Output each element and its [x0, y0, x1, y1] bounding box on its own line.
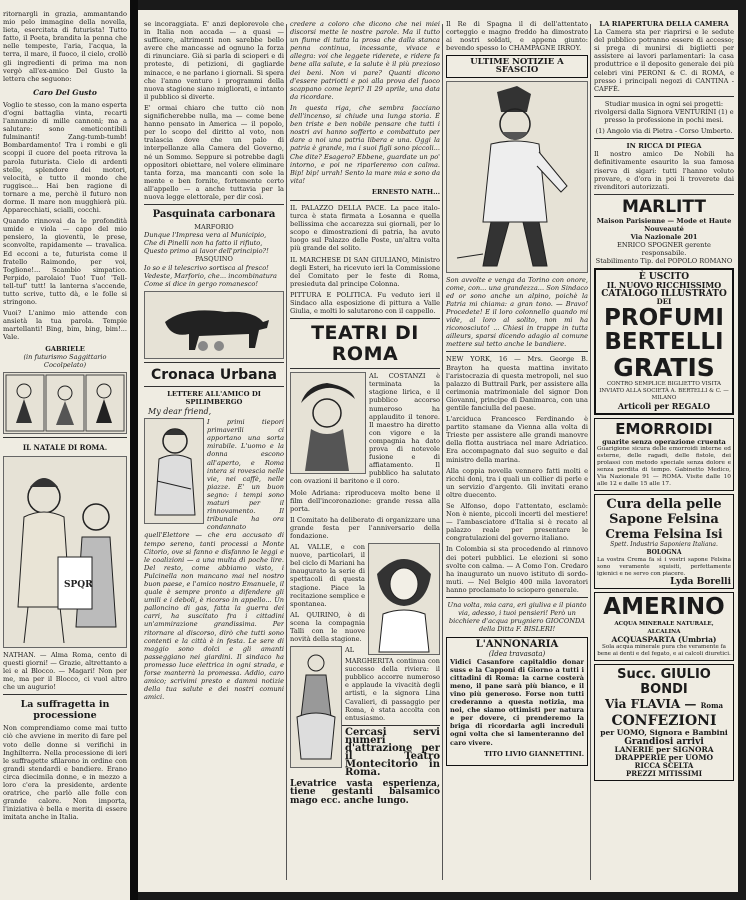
bertelli-gratis: GRATIS: [613, 352, 715, 382]
dancer-illustration: [290, 646, 342, 768]
emorroidi-title: EMORROIDI: [615, 419, 713, 438]
she-wolf-illustration: [144, 291, 284, 359]
theater-review: AL MARGHERITA continua con successo della riviera: il pubblico accorre numeroso e applaude la vivacità degli artisti, e la signora Lina Cavalieri, di passaggio per Roma, è stata accolta con entusiasmo.: [345, 646, 440, 722]
left-page-column: [3, 10, 127, 892]
column-3: [446, 20, 588, 884]
bertelli-profumi: PROFUMI: [604, 304, 724, 331]
poem-line: Come si dice in gergo romanesco!: [144, 279, 259, 288]
bondi-line: Via FLAVIA: [604, 697, 681, 712]
sapone-line: BOLOGNA: [646, 549, 682, 556]
article-text: ritornargli in grazia, ammantando mio pelo immagine della novella, lieta, esercitata di futurista! Tutto fatto, il Poeta, brandita la penna che nelle tempeste, l'aria, l'acqua, la terra, il mare, il fuoco, il cielo, crollò gli ingredienti di prima ma non vergò all'ex-amico Del Gusto la lettera che seguono:: [3, 10, 127, 83]
mayor-alpine-soldier-cartoon: [446, 81, 588, 273]
ad-text: Il nostro amico De Nobili ha definitivamente esaurito la sua famosa riserva di sigari: tutti l'hanno voluto provare, e d'ora in poi li troverete dai rivenditori autorizzati.: [594, 150, 734, 191]
left-page: [0, 0, 130, 900]
amerino-subtitle: ACQUA MINERALE NATURALE, ALCALINA: [614, 621, 714, 636]
poem-line: Questo primo ai lavor dell'principio?!: [144, 247, 269, 256]
emorroidi-subtitle: guarite senza operazione cruenta: [602, 437, 726, 446]
ad-text: (1) Angolo via di Pietra - Corso Umberto.: [595, 127, 733, 136]
column-4-advertisements: [594, 20, 734, 884]
news-item: IL MARCHESE DI SAN GIULIANO, Ministro degli Esteri, ha ricevuto ieri la Commissione del Comitato per le feste di Roma, presieduta dal principe Colonna.: [290, 255, 440, 288]
amerino-text: Sola acqua minerale pura che veramente fa bene ai denti e del fegato, e ai calcoli diuretici.: [597, 644, 731, 658]
champagne-advertisement: Il Re di Spagna il di dell'attentato corteggio e magno freddo ha dimostrato ai nostri soldati, e appena giunto: bevendo spesso lo CHAMPAGNE IRROY.: [446, 20, 588, 53]
bondi-line: Succ. GIULIO BONDI: [617, 667, 711, 698]
bertelli-catalog-ad: [594, 268, 734, 414]
news-item: IL PALAZZO DELLA PACE. La pace italo-turca è stata firmata a Losanna e quella bellissima che accarezza sui giornali, per lo scopo e dimostrazioni di patria, ha avuto luogo sul Palazzo delle Poste, un'altra volta più grande del solito.: [290, 203, 440, 253]
sapone-felsina-ad: [594, 494, 734, 589]
emorroidi-ad: [594, 418, 734, 491]
article-text: In questa riga, che sembra facciano dell'incenso, si chiude una lunga storia. È ben triste e ben nobile pensare che tutti i nostri avi hanno sofferto e combattuto per dare a noi una patria libera e una. Oggi la patria è grande, ma i suoi figli sono piccoli... Che dite? Esagero? Ebbene, guardate un po' intorno, e poi ne riparleremo con calma. Bip! bip! urrah! Sento la mare mia e sono da vita!: [290, 103, 440, 185]
annonaria-title: L'ANNONARIA: [475, 639, 559, 651]
poem-speaker: PASQUINO: [195, 255, 233, 264]
annonaria-signature: TITO LIVIO GIANNETTINI.: [484, 749, 584, 758]
bondi-line: RICCA SCELTA: [634, 760, 694, 770]
news-item: NEW YORK, 16 — Mrs. George B. Brayton ha questa mattina invitato l'aristocrazia di questa metropoli, nel suo palazzo di Buttrail Park, per assistere alla cerimonia matrimoniale del signor Don Giovanni, principe di Danimarca, con una gentile fanciulla del paese.: [446, 355, 588, 412]
illustration-caption: NATHAN. — Alma Roma, cento di questi giorni! — Grazie, altrettanto a lei e al Blocco. — Magari! Non per me, ma per il Blocco, ci vuol altro che un augurio!: [3, 650, 127, 692]
cartoon-caption: Son avvolte e venga da Torino con onore, come, con... una grandezza... Son Sindaco ed or sono anche un alpino, poichè la Patria mi chiama: a gran tono. — Bravo! Procedete! E il loro colonnello quando mi vide, al loro al solito, non mi ha riconosciuto! ... Chiesi in trappe in tutta ailleurs, sparsi dicendo adagio al comune mettere sul tetto anche le bandiere.: [446, 275, 588, 349]
marlitt-subtitle: Maison Parisienne — Mode et Haute Nouveauté: [596, 216, 732, 233]
news-item: In Colombia si sta procedendo al rinnovo dei poteri pubblici. Le elezioni si sono svolte con calma. — A Como l'on. Credaro ha inaugurato un nuovo istituto di sordo-muti. — Nel Belgio 400 mila lavoratori hanno proclamato lo sciopero generale.: [446, 545, 588, 594]
theater-review: Mole Adriana: riproduceva molto bene il film dell'incoronazione: grande ressa alla porta.: [290, 488, 440, 513]
sapone-line: Cura della pelle: [606, 496, 722, 512]
letter-salutation: My dear friend,: [148, 407, 212, 416]
section-title: Cronaca Urbana: [151, 366, 277, 383]
article-text: E' ormai chiaro che tutto ciò non significherebbe nulla, ma — come bene hanno pensato in America — il popolo, per lo scopo del diritto al voto, non tralascia dove che un palo di interpellanze alla Camera del Governo, né un Sommo. Seppure si potrebbe dagli oppositori obiettare, nel volere eliminare tanta forza, ma mancanti con sole la mente e ben fornite, fortemente certo all'appello — a anche tuttavia per la nuova legge elettorale, per dir così.: [144, 103, 284, 201]
svg-text:SPQR: SPQR: [64, 579, 93, 590]
poem-speaker: MARFORIO: [194, 223, 234, 232]
section-heading: IL NATALE DI ROMA.: [22, 442, 108, 452]
article-headline: La suffragetta in processione: [20, 699, 110, 722]
classified-ad-levatrice: Levatrice vasta esperienza, tiene gestanti balsamico mago ecc. anche lungo.: [290, 779, 440, 806]
sapone-line: Spett. Industria Saponiera Italiana.: [610, 540, 718, 548]
news-item: L'arciduca Francesco Ferdinando è partito stamane da Vienna alla volta di Trieste per assistere alle grandi manovre della flotta austriaca nel mare Adriatico. Era accompagnato dal suo seguito e dal ministro della marina.: [446, 415, 588, 464]
theater-review: AL VALLE, e con nuove, particolari, il bel ciclo di Mariani ha inaugurato la serie di spettacoli di questa stagione. Piace la recitazione semplice e spontanea.: [290, 543, 365, 608]
bondi-line: PREZZI MITISSIMI: [625, 768, 703, 778]
bisleri-advertisement: Una volta, mia cara, eri giuliva e il pianto via, adesso, i tuoi pensieri! Però un bicchiere d'acqua prugniero GIOCONDA della Ditta F. BISLERI!: [447, 601, 587, 634]
ultime-notizie-box: [446, 55, 588, 77]
column-2: [290, 20, 440, 884]
ultime-notizie-title: ULTIME NOTIZIE A SFASCIO: [470, 57, 564, 76]
bondi-line: CONFEZIONI: [611, 713, 717, 730]
teatri-title: TEATRI DI ROMA: [311, 322, 419, 366]
article-text: Quando rinnovai da le profondità umide e viola — capo del mio pensiero, la gioventù, le prese, sconvolte, rapidamente — travalica. Ed ecconi a te, futurista come il fratello Raimondo, per voi, Toglione!... Scambio simpatico. Perpido, parolaio! Tuo! Tuo! 'Tell-tell-tuf' tutt! la lanterna s'accende, tutto scrive, tutto dà, e le folle si stringono.: [3, 217, 127, 307]
bertelli-line: CATALOGO ILLUSTRATO: [601, 288, 727, 299]
signature: GABRIELE: [45, 344, 85, 353]
sapone-line: La vostra Crema fa sì i vostri sapone Felsina sono veramente squisiti, perfettamente igienici e ne servo con piacere.: [597, 557, 731, 578]
signature-note: (in futurismo Saggittario Cocolpelato): [23, 352, 107, 369]
sapone-line: Sapone Felsina: [609, 511, 719, 527]
ad-text: La Camera sta per riaprirsi e le sedute del pubblico potranno essere di accesso; si prega di munirsi di biglietti per assistere ai lavori parlamentari: la casa produttrice e il deposito generale dei più celebri vini PERONI & C. di ROMA, e presso i principali negozi di CANTINA - CAFFÈ.: [594, 28, 734, 93]
ad-text: Studiar musica in ogni sei progetti: rivolgersi dalla Signora VENTURINI (1) e presso la professione in pochi mesi.: [594, 99, 734, 125]
letter-heading: LETTERE ALL'AMICO DI SPILIMBERGO: [167, 389, 261, 406]
poem-title: Pasquinata carbonara: [152, 209, 276, 221]
letter-text: I primi tiepori primaverili ci apportano una sorta mirabile. L'uomo e la donna escono all'aperto, e Roma intera si rovescia nelle vie, nei caffè, nelle piazze. E' un buon segno: i tempi sono maturi per il rinnovamento. Il tribunale ha ora condannato quell'Elettore — che era accusato di tempo sereno, tanti processi a Monte Citorio, ove si fanno e disfanno le leggi e le coalizioni — a una multa di poche lire. Del resto, come abbiamo visto, i Pulcinella non mancano mai nel nostro buon paese, e l'amico nostro Emanuele, il quale è sempre pronto a difendere gli umili e i deboli, è ricorso in appello... Un palloncino di gas, fatta la guerra dei carri, ha suscitato fra i cittadini un'ammirazione grandissima. Per ritornare al discorso, dirò che tutti sono contenti e la città è in festa. Le sere di maggio sono dolci e gli amanti passeggiano nei giardini. Il sindaco ha promesso luce elettrica in ogni strada, e forse manterrà la promessa. Addio, caro amico; scrivimi presto e dammi notizie della tua salute e dei nostri comuni amici.: [144, 418, 284, 702]
poem-line: Vedeste, Marforio, che... incombinatura: [144, 271, 277, 280]
article-text: Voglio te stesso, con la mano esperta d'ogni battaglia vinta, recarti l'annunzio di mille cannoni; ma a salutare: sono emeticontibili fulminanti! Zang-tumb-tumb! Bombardamento! Tra i rombi e gli scoppi il cuore del poeta ritrova la parola futurista. Cielo di ardenti stelle, splendore dei motori, velocità, e tutto il mondo che ruggisce... Hai ben ragione di tornare a me, perchè il futuro non dorme. Il mare non mugghierà più. Apparecchiati, scialli, cocchi.: [3, 100, 127, 215]
theater-review: AL COSTANZI è terminata la stagione lirica, e il pubblico accorso numeroso ha applaudito il tenore. Il maestro ha diretto con vigore e la compagnia ha dato prova di notevole fusione e di affiatamento. Il pubblico ha salutato con ovazioni il baritono e il coro.: [290, 372, 440, 486]
poem-line: Che di Pinelli non ha fatto il rifiuto,: [144, 239, 263, 248]
news-item: Se Alfonso, dopo l'attentato, esclamò: Non è niente, piccoli incerti del mestiere! — l'ambasciatore d'Italia si è recato al palazzo reale per presentare le congratulazioni del governo italiano.: [446, 502, 588, 543]
bertelli-line: Articoli per REGALO: [617, 400, 711, 411]
sapone-signature: Lyda Borelli: [670, 577, 731, 588]
marlitt-title: MARLITT: [622, 196, 706, 217]
signature: ERNESTO NATH...: [371, 187, 440, 196]
bertelli-line: DEI: [656, 296, 672, 306]
sapone-line: Crema Felsina Isi: [605, 526, 723, 541]
bondi-line: Roma: [700, 701, 724, 711]
writer-portrait-illustration: [144, 418, 204, 524]
ad-title: IN RICCA DI PIEGA: [626, 142, 702, 151]
bondi-line: Grandiosi arrivi: [624, 736, 704, 747]
poem-line: Io so e il telescrivo sortisca al fresco!: [144, 263, 269, 272]
poem-line: Dunque l'Impresa vera al Municipio,: [144, 231, 267, 240]
amerino-title: AMERINO: [603, 594, 725, 621]
annonaria-box: [446, 637, 588, 765]
bertelli-brand: BERTELLI: [604, 328, 724, 355]
amerino-subtitle: ACQUASPARTA (Umbria): [611, 635, 717, 645]
article-text: credere a coloro che dicono che nei miei discorsi mette le nostre parole. Ma il tutto un fiume di tutta la prosa che dalla stanca penna continua, incessante, vivace e allegra: voi che leggete riderete, e ridere fa bene alla salute, e la salute è il più prezioso dei beni. Non vi pare? Quanti dicono d'essere patriotti e poi alla prova del fuoco scappano come lepri? Il 29 aprile, una data da ricordare.: [290, 20, 440, 101]
bondi-line: DRAPPERIE per UOMO: [614, 752, 714, 762]
classified-ad-cercasi: Cercasi servi numeri d'attrazione per il Teatro Montecitorio in Roma.: [345, 726, 440, 779]
bertelli-line: È USCITO: [638, 272, 690, 283]
news-item: PITTURA E POLITICA. Fu veduto ieri il Sindaco alla esposizione di pittura a Valle Giulia, e molti lo salutarono con il cappello.: [290, 290, 440, 316]
theater-review: Il Comitato ha deliberato di organizzare una grande festa per l'anniversario della fondazione.: [290, 515, 440, 540]
natale-di-roma-illustration: [3, 456, 127, 648]
article-text: se incoraggiata. E' anzi deplorevole che in Italia non accada — a quasi — sufficere, altrimenti non sarebbe bello avere che mancasse ad ognuno la forza di rinunciare. Già si parla di scioperi e di proteste, di petizioni, di gagliarde minacce, e ne parlano i giornali. Si spera che l'anno venturo i programmi della nuova stagione siano migliorati, e intanto il pubblico si diverte.: [144, 20, 284, 101]
bertelli-line: IL NUOVO RICCHISSIMO: [606, 280, 722, 291]
newspaper-page: [138, 10, 738, 892]
amerino-ad: [594, 592, 734, 661]
actor-caricature: [290, 372, 366, 474]
book-gutter: [130, 0, 138, 900]
annonaria-text: Vidici Casanfore capitaldio donar suss e la Capponi di Giorno a tutti i cittadini di Roma: la carne costerà meno, il pane sarà più bianco, e il vino più generoso. Forse non tutti crederanno a questa notizia, ma noi, che siamo ottimisti per natura e per dovere, ci prenderemo la briga di ricordarla agli increduli ogni volta che si lamenteranno del caro vivere.: [450, 657, 584, 747]
emorroidi-text: Guarigione sicura delle emorroidi interne ed esterne, delle ragadi, delle fistole, dei prolassi con metodo speciale senza dolore e senza perdita di tempo. Gabinetto Medico, Via Nazionale 91 — ROMA. Visite dalle 10 alle 12 e dalle 15 alle 17.: [597, 445, 731, 487]
masthead-line: Stabilimento Tip. del POPOLO ROMANO: [595, 257, 733, 266]
marlitt-address: Via Nazionale 201: [630, 232, 698, 241]
actress-caricature: [368, 543, 440, 655]
article-text: Non comprendiamo come mai tutto ciò che avviene in merito di fare pel voto delle donne si verifichi in Inghilterra. Nella processione di ieri le suffragette sfilarono in ordine con grandi stendardi e bandiere. Erano circa diecimila donne, e in mezzo a loro c'era la presidente, ardente oratrice, che parlò alle folle con grande calore. Non importa, l'iniziativa è bella e merita di essere imitata anche in Italia.: [3, 724, 127, 822]
article-text: Vuoi? L'animo mio attende con ansietà la tua parola. Tempie martellanti! Bing, bim, bing, bim!... Vale.: [3, 309, 127, 342]
bertelli-line: CONTRO SEMPLICE BIGLIETTO VISITA INVIATO ALLA SOCIETÀ A. BERTELLI & C. — MILANO: [599, 380, 729, 401]
comic-strip-illustration: [3, 372, 127, 434]
masthead-line: ENRICO SPOGNER gerente responsabile.: [617, 241, 711, 258]
bondi-line: per UOMO, Signora e Bambini: [600, 728, 728, 738]
bondi-line: LANERIE per SIGNORA: [614, 744, 714, 754]
article-heading: Caro Del Gusto: [33, 87, 97, 97]
news-item: Alla coppia novella vennero fatti molti e ricchi doni, tra i quali un collier di perle e un servizio d'argento. Gli invitati erano oltre duecento.: [446, 466, 588, 499]
annonaria-subtitle: (Idea travasata): [488, 649, 546, 658]
column-1: [144, 20, 284, 884]
theater-review: AL QUIRINO, è di scena la compagnia Talli con le nuove novità della stagione.: [290, 610, 365, 644]
giulio-bondi-ad: Succ. GIULIO BONDI Via FLAVIA — Roma CONFEZIONI per UOMO, Signora e Bambini Grandiosi arrivi LANERIE per SIGNORA DRAPPERIE per UOMO RICCA SCELTA PREZZI MITISSIMI: [594, 664, 734, 781]
ad-title: LA RIAPERTURA DELLA CAMERA: [599, 20, 729, 28]
